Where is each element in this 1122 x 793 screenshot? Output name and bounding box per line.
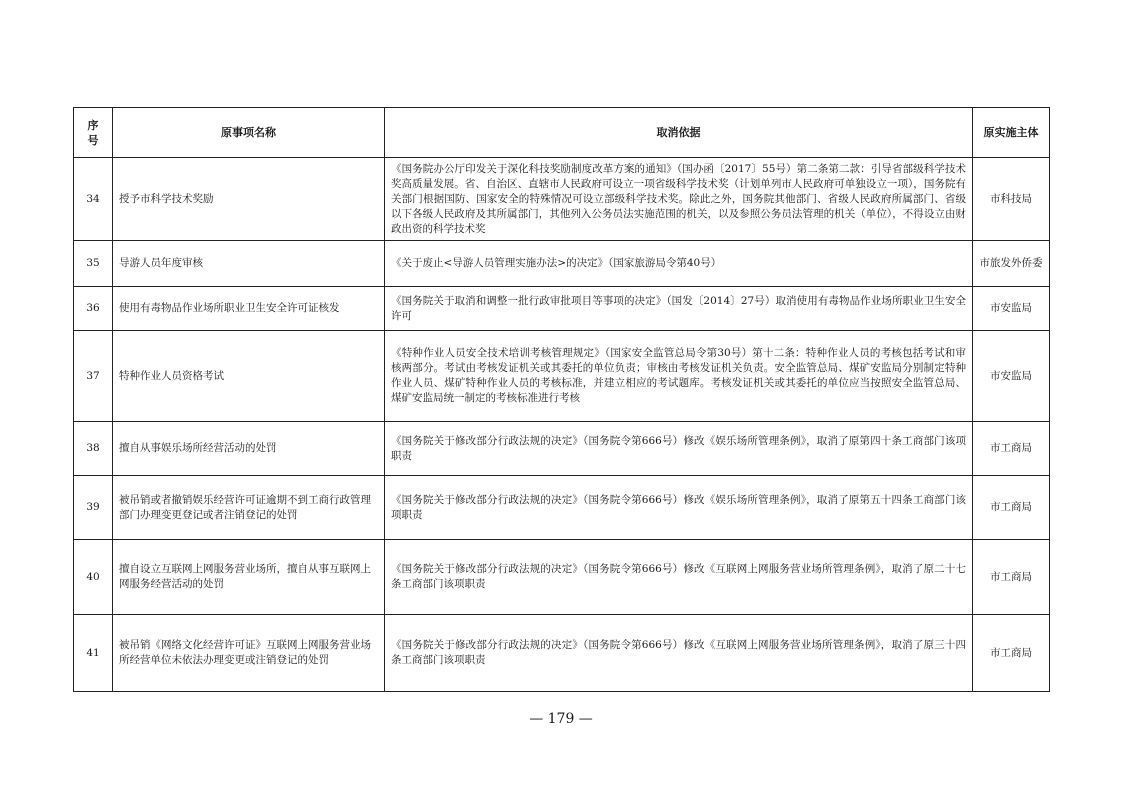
row-name: 被吊销或者撤销娱乐经营许可证逾期不到工商行政管理部门办理变更登记或者注销登记的处罚 [113,476,385,540]
row-seq: 37 [74,331,113,422]
row-name: 使用有毒物品作业场所职业卫生安全许可证核发 [113,287,385,331]
row-name: 导游人员年度审核 [113,241,385,287]
row-name: 擅自从事娱乐场所经营活动的处罚 [113,422,385,476]
header-name: 原事项名称 [113,108,385,158]
row-basis: 《国务院关于取消和调整一批行政审批项目等事项的决定》（国发〔2014〕27号）取消使用有毒物品作业场所职业卫生安全许可 [385,287,973,331]
header-org: 原实施主体 [973,108,1050,158]
row-basis: 《国务院办公厅印发关于深化科技奖励制度改革方案的通知》（国办函〔2017〕55号）第二条第二款：引导省部级科学技术奖高质量发展。省、自治区、直辖市人民政府可设立一项省级科学技术奖（计划单列市人民政府可单独设立一项），国务院有关部门根据国防、国家安全的特殊情况可设立部级科学技术奖。除此之外，国务院其他部门、省级人民政府所属部门、省级以下各级人民政府及其所属部门，其他列入公务员法实施范围的机关，以及参照公务员法管理的机关（单位），不得设立由财政出资的科学技术奖 [385,158,973,241]
table-row [74,331,1050,422]
row-basis: 《国务院关于修改部分行政法规的决定》（国务院令第666号）修改《互联网上网服务营业场所管理条例》，取消了原三十四条工商部门该项职责 [385,615,973,692]
table-row [74,241,1050,287]
row-seq: 34 [74,158,113,241]
row-org: 市安监局 [973,331,1050,422]
row-name: 被吊销《网络文化经营许可证》互联网上网服务营业场所经营单位未依法办理变更或注销登记的处罚 [113,615,385,692]
row-org: 市工商局 [973,476,1050,540]
header-basis: 取消依据 [385,108,973,158]
row-basis: 《国务院关于修改部分行政法规的决定》（国务院令第666号）修改《娱乐场所管理条例》，取消了原第四十条工商部门该项职责 [385,422,973,476]
row-org: 市旅发外侨委 [973,241,1050,287]
table-row [74,476,1050,540]
row-seq: 35 [74,241,113,287]
row-name: 擅自设立互联网上网服务营业场所，擅自从事互联网上网服务经营活动的处罚 [113,540,385,615]
row-org: 市工商局 [973,422,1050,476]
table-row [74,287,1050,331]
cancellation-table [73,107,1050,692]
table-row [74,422,1050,476]
row-basis: 《国务院关于修改部分行政法规的决定》（国务院令第666号）修改《互联网上网服务营业场所管理条例》，取消了原二十七条工商部门该项职责 [385,540,973,615]
row-name: 授予市科学技术奖励 [113,158,385,241]
table-row [74,540,1050,615]
row-org: 市工商局 [973,615,1050,692]
row-org: 市安监局 [973,287,1050,331]
row-basis: 《特种作业人员安全技术培训考核管理规定》（国家安全监管总局令第30号）第十二条：特种作业人员的考核包括考试和审核两部分。考试由考核发证机关或其委托的单位负责；审核由考核发证机关负责。安全监管总局、煤矿安监局分别制定特种作业人员、煤矿特种作业人员的考核标准，并建立相应的考试题库。考核发证机关或其委托的单位应当按照安全监管总局、煤矿安监局统一制定的考核标准进行考核 [385,331,973,422]
header-seq: 序号 [74,108,113,158]
table-row [74,615,1050,692]
row-seq: 41 [74,615,113,692]
row-org: 市科技局 [973,158,1050,241]
row-name: 特种作业人员资格考试 [113,331,385,422]
page-number: — 179 — [529,711,593,727]
row-seq: 39 [74,476,113,540]
row-seq: 38 [74,422,113,476]
row-org: 市工商局 [973,540,1050,615]
row-seq: 40 [74,540,113,615]
row-basis: 《关于废止<导游人员管理实施办法>的决定》（国家旅游局令第40号） [385,241,973,287]
row-seq: 36 [74,287,113,331]
table-row [74,158,1050,241]
table-header-row [74,108,1050,158]
row-basis: 《国务院关于修改部分行政法规的决定》（国务院令第666号）修改《娱乐场所管理条例》，取消了原第五十四条工商部门该项职责 [385,476,973,540]
